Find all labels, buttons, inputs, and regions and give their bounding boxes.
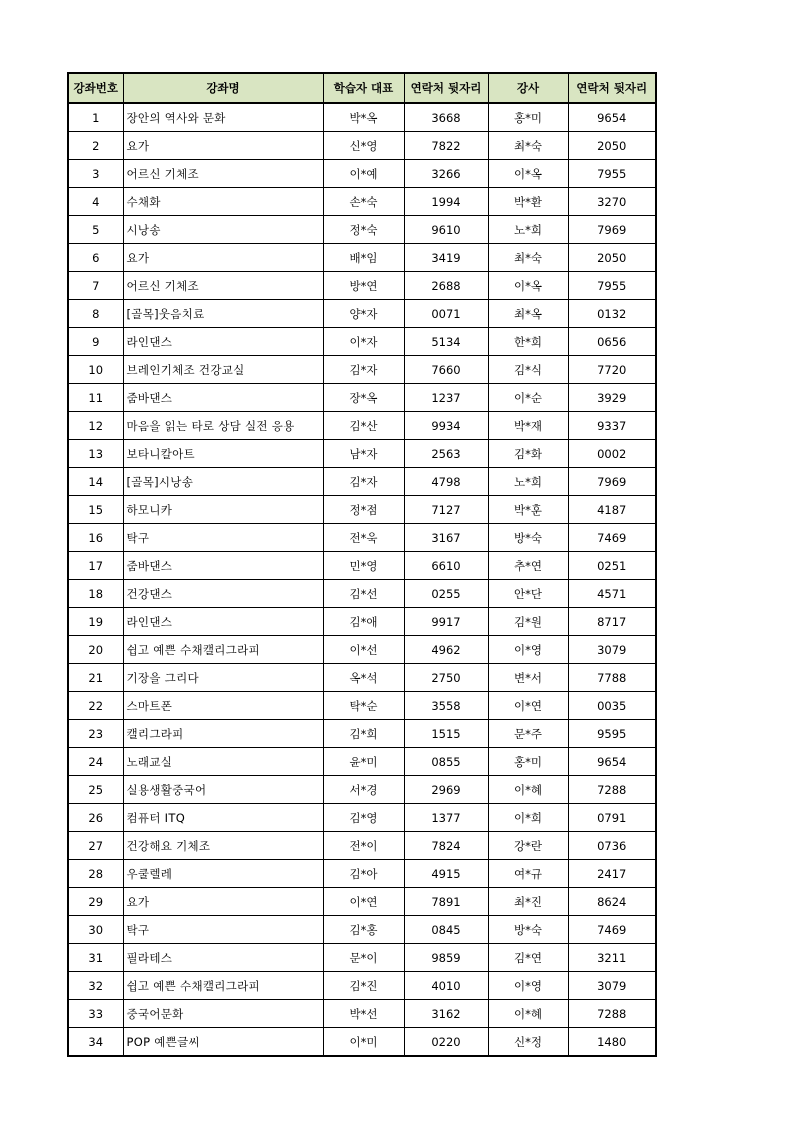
cell-learner-phone: 4915 — [404, 860, 488, 888]
cell-course-number: 1 — [68, 103, 123, 132]
cell-course-name: 요가 — [123, 244, 323, 272]
table-body — [68, 103, 656, 1056]
cell-course-number: 20 — [68, 636, 123, 664]
cell-instructor-phone: 2050 — [568, 132, 656, 160]
cell-learner-rep: 전*욱 — [323, 524, 404, 552]
cell-course-name: 스마트폰 — [123, 692, 323, 720]
cell-learner-rep: 민*영 — [323, 552, 404, 580]
cell-learner-phone: 9917 — [404, 608, 488, 636]
cell-course-name: [골목]시낭송 — [123, 468, 323, 496]
cell-learner-rep: 김*애 — [323, 608, 404, 636]
cell-learner-rep: 박*옥 — [323, 103, 404, 132]
cell-instructor: 노*희 — [488, 216, 568, 244]
cell-course-name: 중국어문화 — [123, 1000, 323, 1028]
cell-instructor: 문*주 — [488, 720, 568, 748]
cell-course-number: 23 — [68, 720, 123, 748]
cell-instructor-phone: 9654 — [568, 103, 656, 132]
cell-course-name: 요가 — [123, 132, 323, 160]
cell-learner-rep: 김*홍 — [323, 916, 404, 944]
cell-instructor: 방*숙 — [488, 524, 568, 552]
cell-course-name: POP 예쁜글씨 — [123, 1028, 323, 1057]
cell-instructor: 홍*미 — [488, 103, 568, 132]
cell-learner-phone: 4962 — [404, 636, 488, 664]
cell-instructor-phone: 0791 — [568, 804, 656, 832]
cell-course-name: 라인댄스 — [123, 608, 323, 636]
cell-instructor-phone: 2417 — [568, 860, 656, 888]
cell-course-name: 캘리그라피 — [123, 720, 323, 748]
cell-course-number: 8 — [68, 300, 123, 328]
cell-course-name: [골목]웃음치료 — [123, 300, 323, 328]
table-row — [68, 384, 656, 412]
cell-instructor: 최*진 — [488, 888, 568, 916]
cell-course-number: 31 — [68, 944, 123, 972]
cell-learner-rep: 박*선 — [323, 1000, 404, 1028]
cell-instructor: 한*희 — [488, 328, 568, 356]
cell-course-name: 건강댄스 — [123, 580, 323, 608]
cell-course-number: 13 — [68, 440, 123, 468]
course-table — [67, 72, 657, 1057]
cell-course-name: 쉽고 예쁜 수채캘리그라피 — [123, 636, 323, 664]
cell-learner-rep: 문*이 — [323, 944, 404, 972]
table-row — [68, 860, 656, 888]
cell-learner-rep: 김*아 — [323, 860, 404, 888]
cell-course-number: 32 — [68, 972, 123, 1000]
cell-instructor: 이*혜 — [488, 776, 568, 804]
cell-learner-rep: 전*이 — [323, 832, 404, 860]
cell-learner-phone: 3167 — [404, 524, 488, 552]
cell-course-number: 34 — [68, 1028, 123, 1057]
cell-learner-rep: 손*숙 — [323, 188, 404, 216]
cell-instructor-phone: 9595 — [568, 720, 656, 748]
cell-learner-phone: 2688 — [404, 272, 488, 300]
cell-learner-phone: 3266 — [404, 160, 488, 188]
cell-learner-rep: 이*예 — [323, 160, 404, 188]
header-learner-phone: 연락처 뒷자리 — [404, 73, 488, 103]
cell-learner-rep: 김*희 — [323, 720, 404, 748]
cell-learner-phone: 2563 — [404, 440, 488, 468]
cell-instructor: 홍*미 — [488, 748, 568, 776]
cell-course-number: 14 — [68, 468, 123, 496]
cell-instructor-phone: 7288 — [568, 1000, 656, 1028]
cell-course-name: 어르신 기체조 — [123, 160, 323, 188]
cell-learner-phone: 7824 — [404, 832, 488, 860]
cell-instructor-phone: 7955 — [568, 160, 656, 188]
cell-learner-phone: 9859 — [404, 944, 488, 972]
cell-course-name: 노래교실 — [123, 748, 323, 776]
cell-course-name: 어르신 기체조 — [123, 272, 323, 300]
table-row — [68, 328, 656, 356]
cell-instructor: 김*연 — [488, 944, 568, 972]
cell-instructor: 이*연 — [488, 692, 568, 720]
cell-course-name: 장안의 역사와 문화 — [123, 103, 323, 132]
cell-instructor-phone: 3270 — [568, 188, 656, 216]
cell-course-number: 33 — [68, 1000, 123, 1028]
cell-learner-rep: 양*자 — [323, 300, 404, 328]
cell-course-name: 우쿨렐레 — [123, 860, 323, 888]
cell-course-number: 3 — [68, 160, 123, 188]
cell-learner-rep: 서*경 — [323, 776, 404, 804]
cell-course-number: 16 — [68, 524, 123, 552]
cell-course-number: 6 — [68, 244, 123, 272]
cell-learner-rep: 옥*석 — [323, 664, 404, 692]
table-row — [68, 412, 656, 440]
cell-instructor-phone: 7469 — [568, 916, 656, 944]
header-instructor: 강사 — [488, 73, 568, 103]
cell-instructor: 김*원 — [488, 608, 568, 636]
cell-learner-rep: 이*선 — [323, 636, 404, 664]
cell-instructor-phone: 0656 — [568, 328, 656, 356]
cell-learner-phone: 7127 — [404, 496, 488, 524]
cell-learner-rep: 김*진 — [323, 972, 404, 1000]
table-row — [68, 832, 656, 860]
cell-learner-phone: 1515 — [404, 720, 488, 748]
cell-instructor-phone: 9337 — [568, 412, 656, 440]
header-row — [68, 73, 656, 103]
cell-instructor: 이*순 — [488, 384, 568, 412]
cell-learner-phone: 3558 — [404, 692, 488, 720]
cell-instructor-phone: 2050 — [568, 244, 656, 272]
cell-learner-phone: 7822 — [404, 132, 488, 160]
cell-course-name: 탁구 — [123, 524, 323, 552]
cell-learner-phone: 9610 — [404, 216, 488, 244]
cell-learner-rep: 김*자 — [323, 356, 404, 384]
cell-instructor-phone: 1480 — [568, 1028, 656, 1057]
cell-instructor-phone: 7955 — [568, 272, 656, 300]
table-row — [68, 244, 656, 272]
table-row — [68, 300, 656, 328]
cell-course-number: 11 — [68, 384, 123, 412]
header-learner-rep: 학습자 대표 — [323, 73, 404, 103]
cell-course-name: 시낭송 — [123, 216, 323, 244]
header-course-name: 강좌명 — [123, 73, 323, 103]
table-row — [68, 496, 656, 524]
cell-learner-rep: 이*자 — [323, 328, 404, 356]
cell-learner-rep: 김*영 — [323, 804, 404, 832]
table-row — [68, 916, 656, 944]
table-row — [68, 132, 656, 160]
cell-learner-rep: 탁*순 — [323, 692, 404, 720]
table-row — [68, 972, 656, 1000]
cell-instructor: 김*식 — [488, 356, 568, 384]
cell-learner-rep: 김*자 — [323, 468, 404, 496]
table-row — [68, 103, 656, 132]
cell-course-number: 29 — [68, 888, 123, 916]
table-header — [68, 73, 656, 103]
cell-instructor-phone: 8624 — [568, 888, 656, 916]
table-row — [68, 944, 656, 972]
cell-course-name: 기장을 그리다 — [123, 664, 323, 692]
cell-instructor: 최*옥 — [488, 300, 568, 328]
cell-learner-phone: 0845 — [404, 916, 488, 944]
cell-instructor: 이*희 — [488, 804, 568, 832]
cell-learner-rep: 이*연 — [323, 888, 404, 916]
table-row — [68, 440, 656, 468]
cell-learner-phone: 0255 — [404, 580, 488, 608]
table-row — [68, 580, 656, 608]
cell-course-name: 줌바댄스 — [123, 552, 323, 580]
cell-instructor: 추*연 — [488, 552, 568, 580]
header-course-number: 강좌번호 — [68, 73, 123, 103]
cell-instructor: 변*서 — [488, 664, 568, 692]
header-instructor-phone: 연락처 뒷자리 — [568, 73, 656, 103]
cell-learner-phone: 5134 — [404, 328, 488, 356]
cell-learner-phone: 2969 — [404, 776, 488, 804]
cell-learner-phone: 7891 — [404, 888, 488, 916]
cell-course-number: 4 — [68, 188, 123, 216]
cell-instructor-phone: 3079 — [568, 636, 656, 664]
table-row — [68, 1028, 656, 1057]
cell-course-number: 25 — [68, 776, 123, 804]
cell-course-name: 컴퓨터 ITQ — [123, 804, 323, 832]
cell-instructor: 노*희 — [488, 468, 568, 496]
cell-course-number: 28 — [68, 860, 123, 888]
cell-course-number: 5 — [68, 216, 123, 244]
cell-course-name: 마음을 읽는 타로 상담 실전 응용 — [123, 412, 323, 440]
cell-instructor-phone: 3079 — [568, 972, 656, 1000]
cell-learner-rep: 장*옥 — [323, 384, 404, 412]
cell-instructor: 최*숙 — [488, 244, 568, 272]
cell-learner-rep: 방*연 — [323, 272, 404, 300]
cell-instructor: 이*영 — [488, 972, 568, 1000]
table-row — [68, 272, 656, 300]
cell-learner-phone: 1377 — [404, 804, 488, 832]
cell-course-number: 22 — [68, 692, 123, 720]
cell-instructor: 박*재 — [488, 412, 568, 440]
cell-course-name: 라인댄스 — [123, 328, 323, 356]
cell-learner-rep: 정*점 — [323, 496, 404, 524]
cell-learner-rep: 윤*미 — [323, 748, 404, 776]
cell-course-number: 26 — [68, 804, 123, 832]
cell-instructor: 최*숙 — [488, 132, 568, 160]
cell-learner-phone: 1994 — [404, 188, 488, 216]
cell-learner-rep: 신*영 — [323, 132, 404, 160]
cell-learner-rep: 김*산 — [323, 412, 404, 440]
cell-course-number: 10 — [68, 356, 123, 384]
cell-course-name: 쉽고 예쁜 수채캘리그라피 — [123, 972, 323, 1000]
table-row — [68, 804, 656, 832]
cell-instructor: 박*훈 — [488, 496, 568, 524]
cell-course-number: 15 — [68, 496, 123, 524]
cell-learner-phone: 7660 — [404, 356, 488, 384]
cell-course-number: 17 — [68, 552, 123, 580]
table-row — [68, 748, 656, 776]
table-row — [68, 160, 656, 188]
cell-learner-phone: 0855 — [404, 748, 488, 776]
cell-instructor: 이*혜 — [488, 1000, 568, 1028]
cell-instructor-phone: 3211 — [568, 944, 656, 972]
cell-course-number: 2 — [68, 132, 123, 160]
table-row — [68, 664, 656, 692]
cell-instructor: 박*환 — [488, 188, 568, 216]
table-row — [68, 692, 656, 720]
cell-instructor-phone: 3929 — [568, 384, 656, 412]
cell-instructor-phone: 7720 — [568, 356, 656, 384]
cell-course-number: 19 — [68, 608, 123, 636]
table-row — [68, 888, 656, 916]
cell-learner-phone: 3668 — [404, 103, 488, 132]
table-row — [68, 188, 656, 216]
cell-course-name: 브레인기체조 건강교실 — [123, 356, 323, 384]
cell-course-name: 필라테스 — [123, 944, 323, 972]
cell-learner-phone: 9934 — [404, 412, 488, 440]
cell-instructor-phone: 7788 — [568, 664, 656, 692]
cell-learner-phone: 4010 — [404, 972, 488, 1000]
cell-course-number: 24 — [68, 748, 123, 776]
table-row — [68, 356, 656, 384]
cell-instructor: 이*옥 — [488, 160, 568, 188]
cell-course-name: 건강해요 기체조 — [123, 832, 323, 860]
table-row — [68, 552, 656, 580]
cell-instructor-phone: 4187 — [568, 496, 656, 524]
cell-course-number: 12 — [68, 412, 123, 440]
cell-learner-phone: 4798 — [404, 468, 488, 496]
cell-instructor-phone: 0736 — [568, 832, 656, 860]
cell-course-name: 탁구 — [123, 916, 323, 944]
cell-learner-phone: 3419 — [404, 244, 488, 272]
cell-instructor-phone: 0251 — [568, 552, 656, 580]
cell-instructor-phone: 0132 — [568, 300, 656, 328]
cell-learner-phone: 6610 — [404, 552, 488, 580]
cell-learner-rep: 배*임 — [323, 244, 404, 272]
table-row — [68, 636, 656, 664]
cell-course-number: 18 — [68, 580, 123, 608]
cell-instructor: 이*영 — [488, 636, 568, 664]
cell-course-number: 7 — [68, 272, 123, 300]
cell-instructor-phone: 0035 — [568, 692, 656, 720]
table-row — [68, 776, 656, 804]
cell-course-name: 하모니카 — [123, 496, 323, 524]
table-row — [68, 216, 656, 244]
table-row — [68, 720, 656, 748]
cell-instructor: 김*화 — [488, 440, 568, 468]
cell-learner-phone: 0220 — [404, 1028, 488, 1057]
cell-course-name: 보타니칼아트 — [123, 440, 323, 468]
cell-instructor-phone: 7969 — [568, 468, 656, 496]
cell-instructor: 여*규 — [488, 860, 568, 888]
cell-instructor-phone: 7288 — [568, 776, 656, 804]
cell-instructor-phone: 9654 — [568, 748, 656, 776]
cell-course-name: 요가 — [123, 888, 323, 916]
cell-learner-phone: 1237 — [404, 384, 488, 412]
cell-learner-rep: 정*숙 — [323, 216, 404, 244]
cell-course-name: 수채화 — [123, 188, 323, 216]
cell-instructor: 이*옥 — [488, 272, 568, 300]
cell-course-number: 21 — [68, 664, 123, 692]
cell-course-number: 27 — [68, 832, 123, 860]
cell-instructor-phone: 0002 — [568, 440, 656, 468]
cell-instructor: 방*숙 — [488, 916, 568, 944]
cell-instructor: 강*란 — [488, 832, 568, 860]
table-row — [68, 524, 656, 552]
cell-instructor-phone: 7469 — [568, 524, 656, 552]
cell-instructor-phone: 7969 — [568, 216, 656, 244]
cell-course-number: 9 — [68, 328, 123, 356]
cell-learner-rep: 남*자 — [323, 440, 404, 468]
cell-course-name: 줌바댄스 — [123, 384, 323, 412]
cell-learner-phone: 3162 — [404, 1000, 488, 1028]
cell-instructor-phone: 8717 — [568, 608, 656, 636]
cell-instructor: 안*단 — [488, 580, 568, 608]
cell-course-name: 실용생활중국어 — [123, 776, 323, 804]
table-row — [68, 1000, 656, 1028]
cell-learner-phone: 2750 — [404, 664, 488, 692]
cell-instructor: 신*정 — [488, 1028, 568, 1057]
cell-course-number: 30 — [68, 916, 123, 944]
cell-learner-phone: 0071 — [404, 300, 488, 328]
cell-learner-rep: 김*선 — [323, 580, 404, 608]
table-row — [68, 468, 656, 496]
cell-instructor-phone: 4571 — [568, 580, 656, 608]
cell-learner-rep: 이*미 — [323, 1028, 404, 1057]
table-row — [68, 608, 656, 636]
